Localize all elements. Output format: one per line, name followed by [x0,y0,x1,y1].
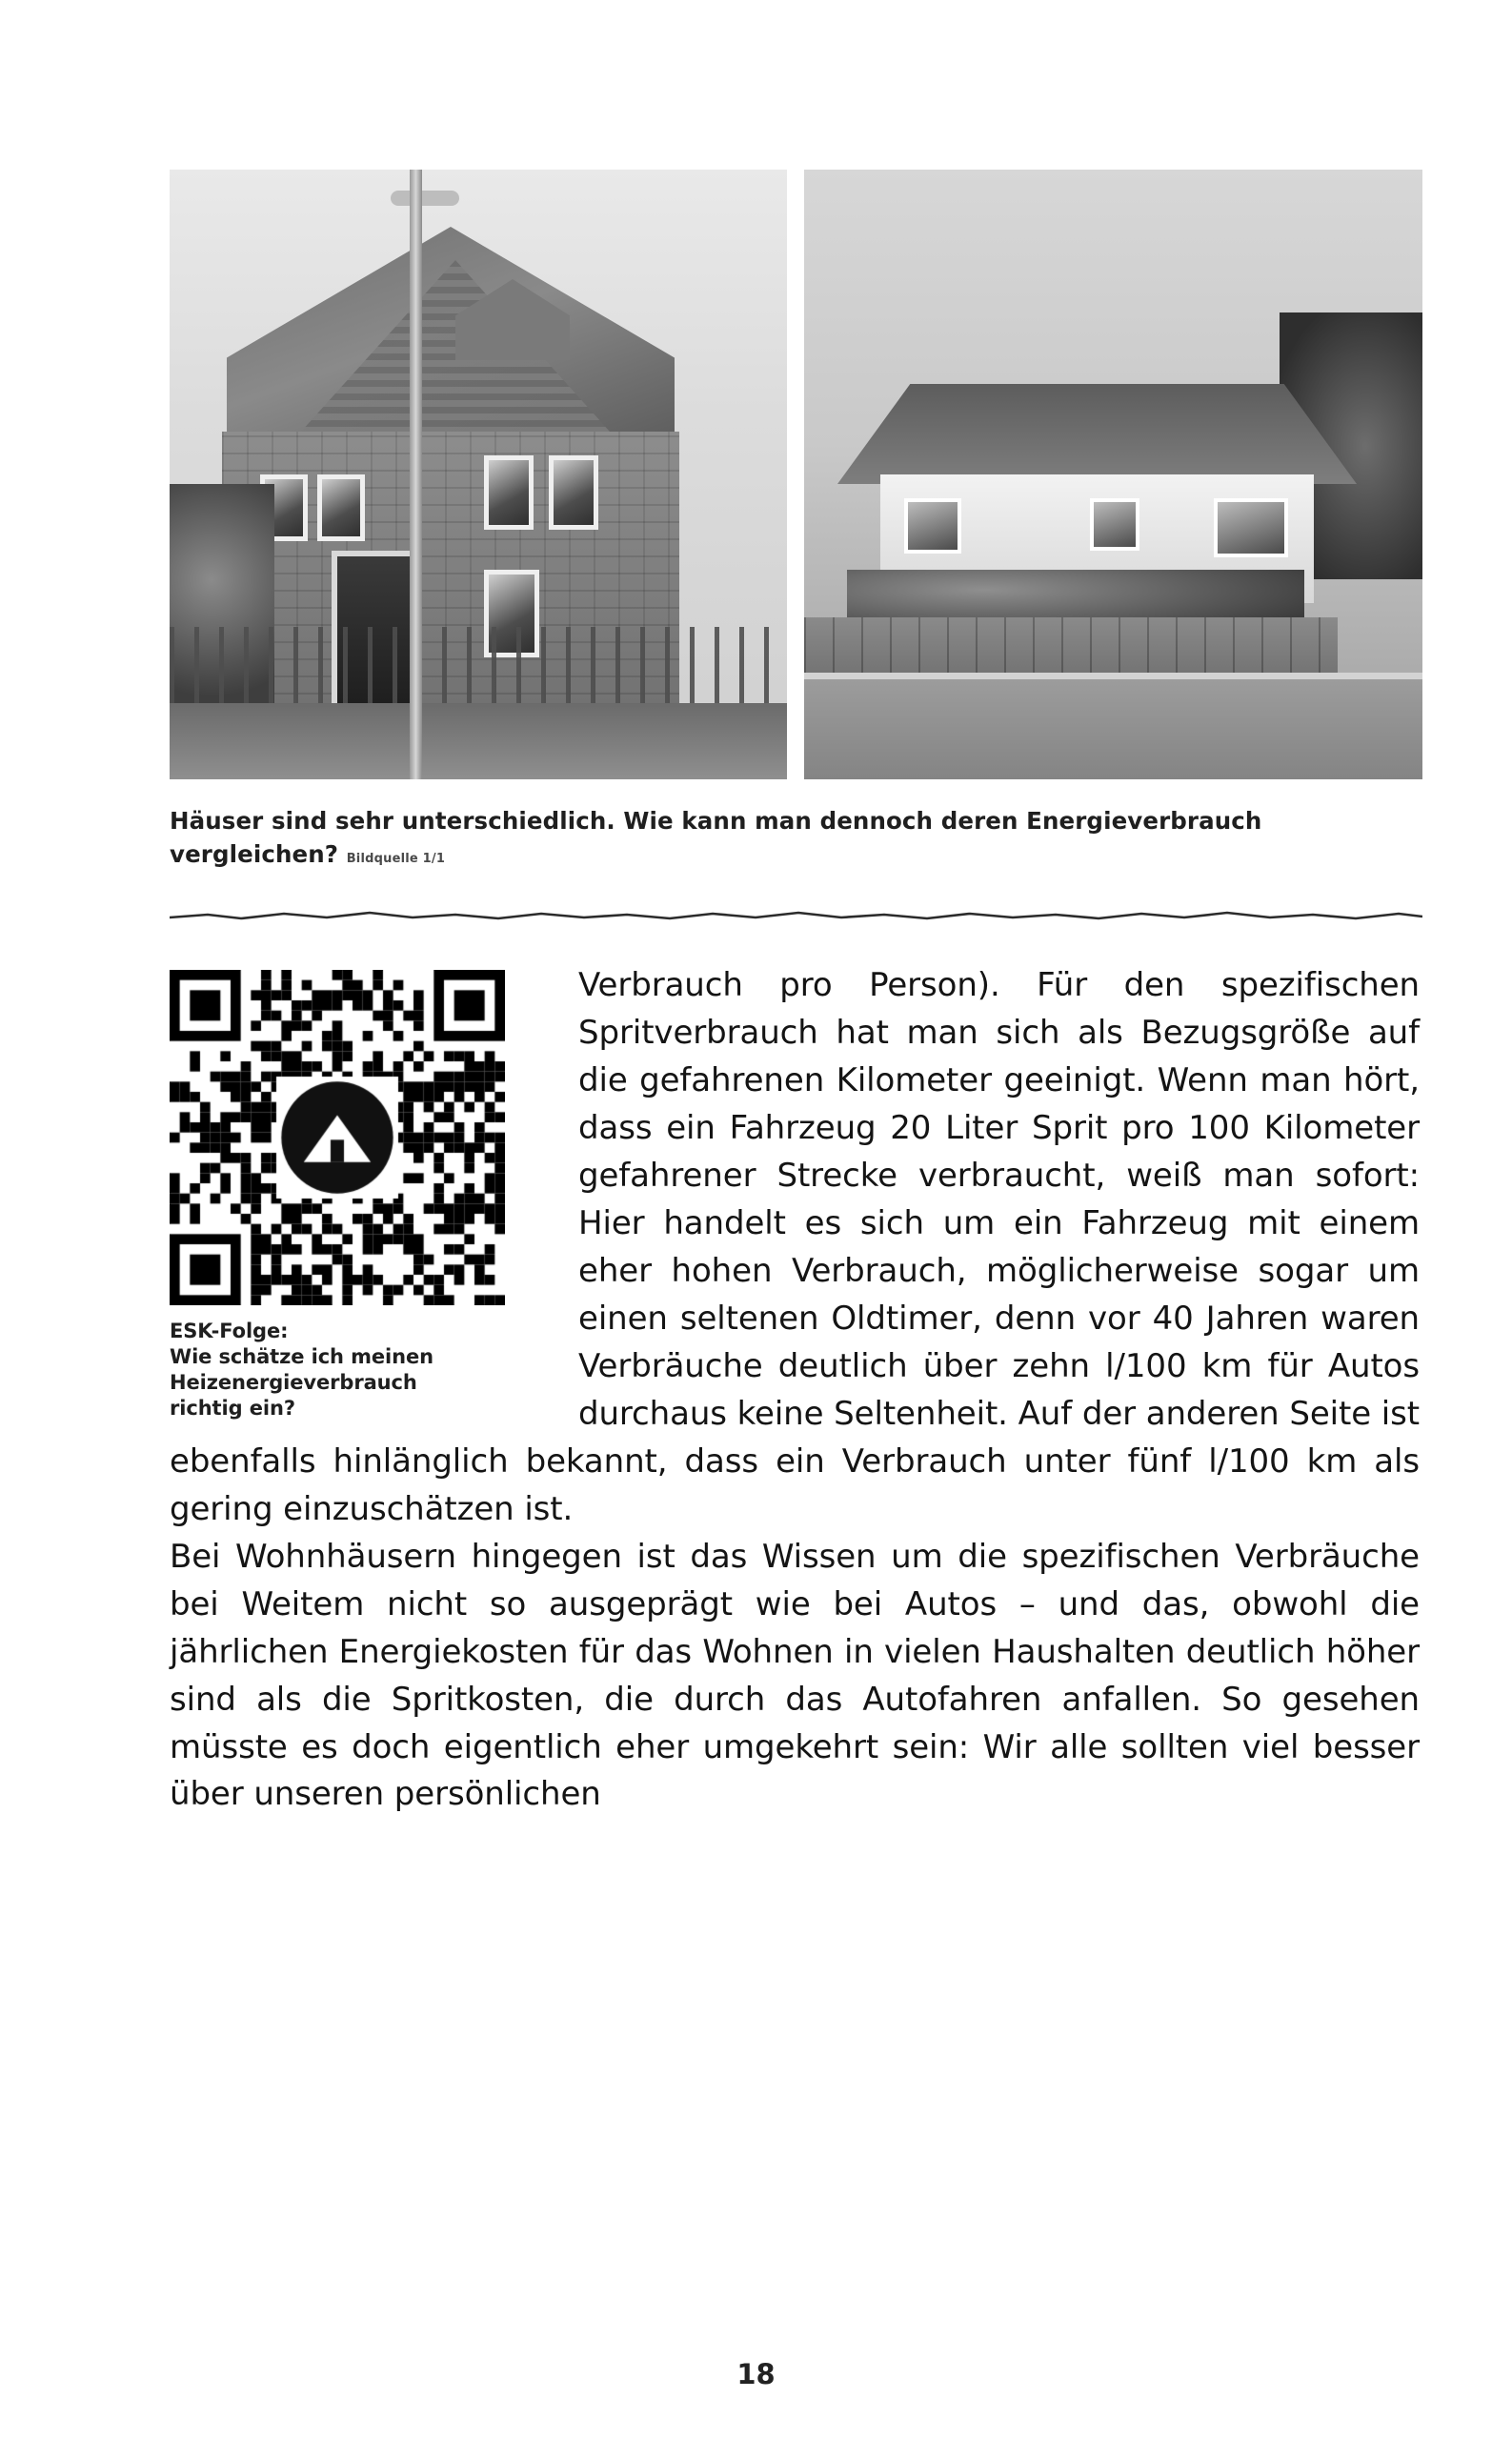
body-paragraph-1: Verbrauch pro Person). Für den spezifischen Spritverbrauch hat man sich als Bezugsgröße auf die gefahrenen Kilometer geeinigt. Wenn man hört, dass ein Fahrzeug 20 Liter Sprit pro 100 Kilometer gefahrener Strecke verbraucht, weiß man sofort: Hier handelt es sich um ein Fahrzeug mit einem eher hohen Verbrauch, möglicherweise sogar um einen seltenen Oldtimer, denn vor 40 Jahren waren Verbräuche deutlich über zehn l/100 km für Autos durchaus keine Seltenheit. Auf der anderen Seite ist ebenfalls hinlänglich bekannt, dass ein Verbrauch unter fünf l/100 km als gering einzuschätzen ist. [170,966,1420,1528]
qr-caption-line-1: Wie schätze ich meinen [170,1344,433,1368]
section-divider [170,910,1422,923]
qr-caption-title: ESK-Folge: [170,1320,289,1342]
qr-code-block [170,970,546,1421]
body-text [170,962,1420,1819]
figure-caption-source: Bildquelle 1/1 [346,851,446,866]
figure-caption [170,805,1322,872]
qr-code-image[interactable] [170,970,505,1305]
body-paragraph-2: Bei Wohnhäusern hingegen ist das Wissen um die spezifischen Verbräuche bei Weitem nicht so ausgeprägt wie bei Autos – und das, obwohl die jährlichen Energiekosten für das Wohnen in vielen Haushalten deutlich höher sind als die Spritkosten, die durch das Autofahren anfallen. So gesehen müsste es doch eigentlich eher umgekehrt sein: Wir alle sollten viel besser über unseren persönlichen [170,1537,1420,1814]
figure-caption-text: Häuser sind sehr unterschiedlich. Wie kann man dennoch deren Energieverbrauch vergleichen? [170,807,1262,868]
old-stone-house-photo [170,170,787,779]
figure-image-row [170,170,1422,779]
page-number: 18 [736,2358,776,2390]
qr-caption-line-3: richtig ein? [170,1396,295,1420]
bungalow-house-photo [804,170,1422,779]
qr-caption-line-2: Heizenergieverbrauch [170,1370,417,1394]
qr-code-caption [170,1319,546,1421]
